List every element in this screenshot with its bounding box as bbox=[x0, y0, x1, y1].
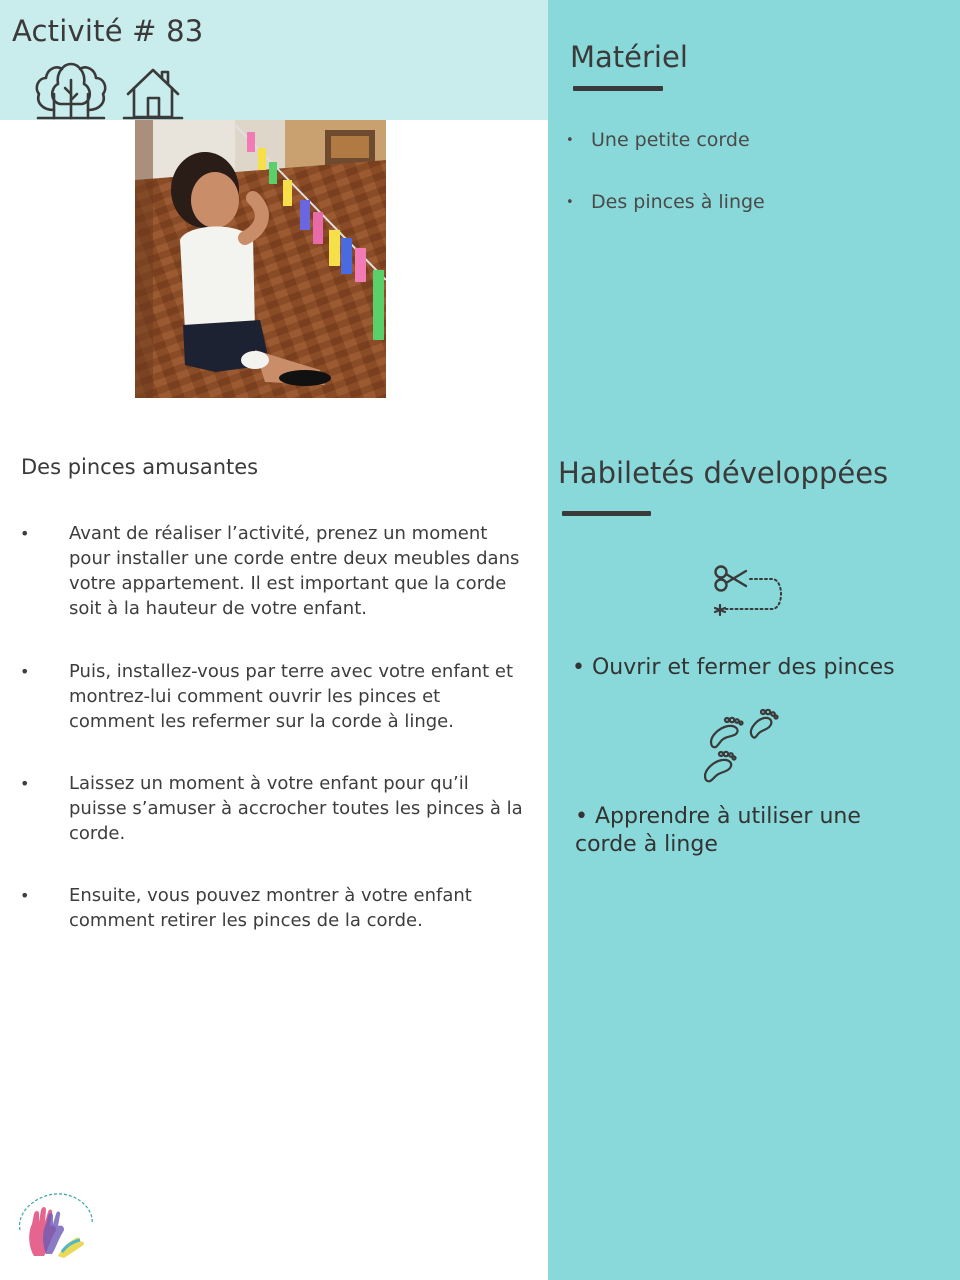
bullet: • bbox=[20, 662, 30, 681]
scissors-icon bbox=[712, 562, 784, 620]
step-item bbox=[20, 521, 530, 621]
bullet: • bbox=[566, 195, 574, 210]
step-item bbox=[20, 771, 530, 846]
materials-underline bbox=[573, 86, 663, 91]
activity-name: Des pinces amusantes bbox=[21, 455, 259, 479]
step-text: Laissez un moment à votre enfant pour qu’il puisse s’amuser à accrocher toutes les pinces à la corde. bbox=[69, 773, 523, 844]
bullet: • bbox=[20, 524, 30, 543]
skill-item-label: • Apprendre à utiliser une corde à linge bbox=[575, 804, 861, 857]
skills-underline bbox=[562, 511, 651, 516]
bullet: • bbox=[20, 886, 30, 905]
materials-item-label: Une petite corde bbox=[591, 129, 750, 151]
house-icon bbox=[122, 66, 184, 120]
bullet: • bbox=[20, 774, 30, 793]
materials-item-label: Des pinces à linge bbox=[591, 191, 765, 213]
materials-item bbox=[566, 129, 750, 151]
skill-item-label: • Ouvrir et fermer des pinces bbox=[572, 655, 895, 680]
materials-item bbox=[566, 191, 765, 213]
skills-heading: Habiletés développées bbox=[558, 456, 889, 490]
materials-heading: Matériel bbox=[570, 40, 688, 74]
footprints-icon bbox=[700, 706, 784, 786]
step-text: Puis, installez-vous par terre avec votre enfant et montrez-lui comment ouvrir les pinces et comment les refermer sur la corde à linge. bbox=[69, 661, 514, 732]
trees-icon bbox=[34, 60, 108, 120]
step-text: Ensuite, vous pouvez montrer à votre enfant comment retirer les pinces de la corde. bbox=[69, 885, 472, 931]
hands-logo-icon bbox=[10, 1190, 100, 1262]
child-with-clothespins-photo bbox=[135, 120, 386, 398]
activity-title: Activité # 83 bbox=[12, 14, 204, 48]
step-text: Avant de réaliser l’activité, prenez un moment pour installer une corde entre deux meubles dans votre appartement. Il est important que la corde soit à la hauteur de votre enfant. bbox=[69, 523, 520, 619]
step-item bbox=[20, 659, 530, 734]
step-item bbox=[20, 883, 530, 933]
bullet: • bbox=[566, 133, 574, 148]
